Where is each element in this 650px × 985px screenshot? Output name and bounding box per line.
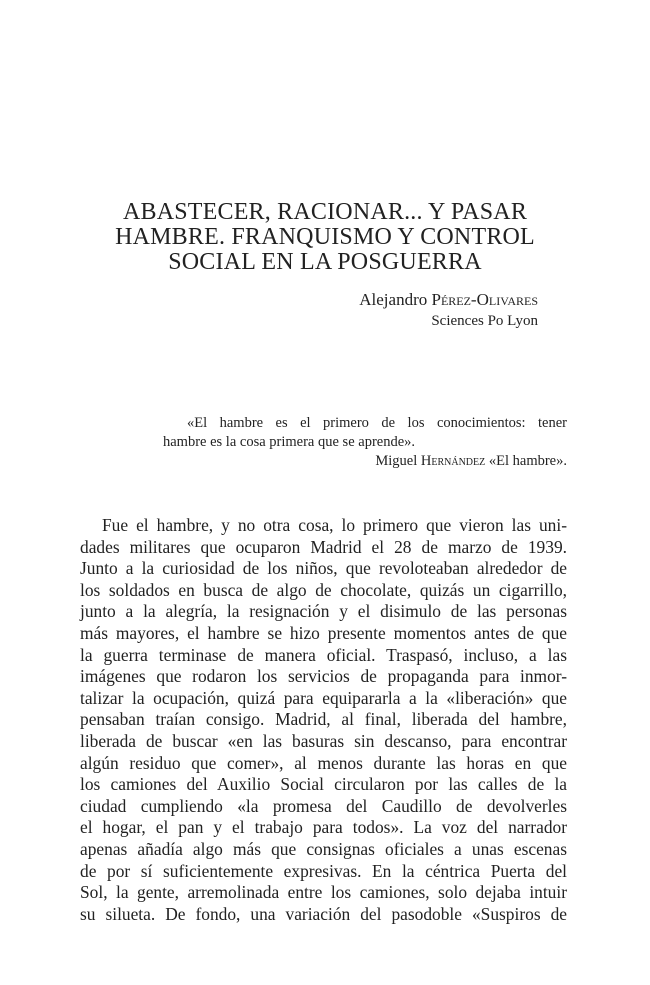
body-line: imágenes que rodaron los servicios de propaganda para inmor- (80, 666, 567, 687)
body-line: los soldados en busca de algo de chocolate, quizás un cigarrillo, (80, 579, 567, 600)
author-affiliation: Sciences Po Lyon (431, 313, 538, 329)
body-line: algún residuo que comer», al menos durante las horas en que (80, 752, 567, 773)
epigraph-author-first: Miguel (375, 453, 418, 469)
body-line: pensaban traían consigo. Madrid, al final, liberada del hambre, (80, 709, 567, 730)
body-line: Junto a la curiosidad de los niños, que revoloteaban alrededor de (80, 558, 567, 579)
body-line: ciudad cumpliendo «la promesa del Caudillo de devolverles (80, 795, 567, 816)
body-line: apenas añadía algo más que consignas oficiales a unas escenas (80, 838, 567, 859)
body-line: los camiones del Auxilio Social circularon por las calles de la (80, 774, 567, 795)
body-line: más mayores, el hambre se hizo presente momentos antes de que (80, 622, 567, 643)
epigraph-attribution (163, 452, 567, 471)
body-line: de por sí suficientemente expresivas. En la céntrica Puerta del (80, 860, 567, 881)
body-line: talizar la ocupación, quizá para equipararla a la «liberación» que (80, 687, 567, 708)
chapter-title (80, 200, 570, 275)
epigraph-line: «El hambre es el primero de los conocimientos: tener (187, 415, 567, 431)
author-name (359, 290, 538, 310)
chapter-title-line: ABASTECER, RACIONAR... Y PASAR (122, 199, 528, 225)
epigraph-author-last: Hernández (420, 453, 486, 469)
body-line: junto a la alegría, la resignación y el disimulo de las personas (80, 601, 567, 622)
epigraph-work: «El hambre». (488, 453, 567, 469)
body-line: liberada de buscar «en las basuras sin descanso, para encontrar (80, 730, 567, 751)
body-line: el hogar, el pan y el trabajo para todos». La voz del narrador (80, 817, 567, 838)
body-paragraph (80, 515, 567, 925)
body-line: Fue el hambre, y no otra cosa, lo primero que vieron las uni- (102, 515, 567, 535)
body-line: Sol, la gente, arremolinada entre los camiones, solo dejaba intuir (80, 882, 567, 903)
epigraph-line: hambre es la cosa primera que se aprende». (163, 434, 416, 450)
epigraph (163, 414, 567, 471)
author-last-name: Pérez-Olivares (431, 290, 538, 309)
body-line: la guerra terminase de manera oficial. Traspasó, incluso, a las (80, 644, 567, 665)
body-line: dades militares que ocuparon Madrid el 28 de marzo de 1939. (80, 536, 567, 557)
body-line: su silueta. De fondo, una variación del pasodoble «Suspiros de (80, 903, 567, 924)
chapter-title-line: SOCIAL EN LA POSGUERRA (168, 249, 482, 275)
chapter-title-line: HAMBRE. FRANQUISMO Y CONTROL (115, 224, 535, 250)
author-first-name: Alejandro (359, 290, 428, 309)
